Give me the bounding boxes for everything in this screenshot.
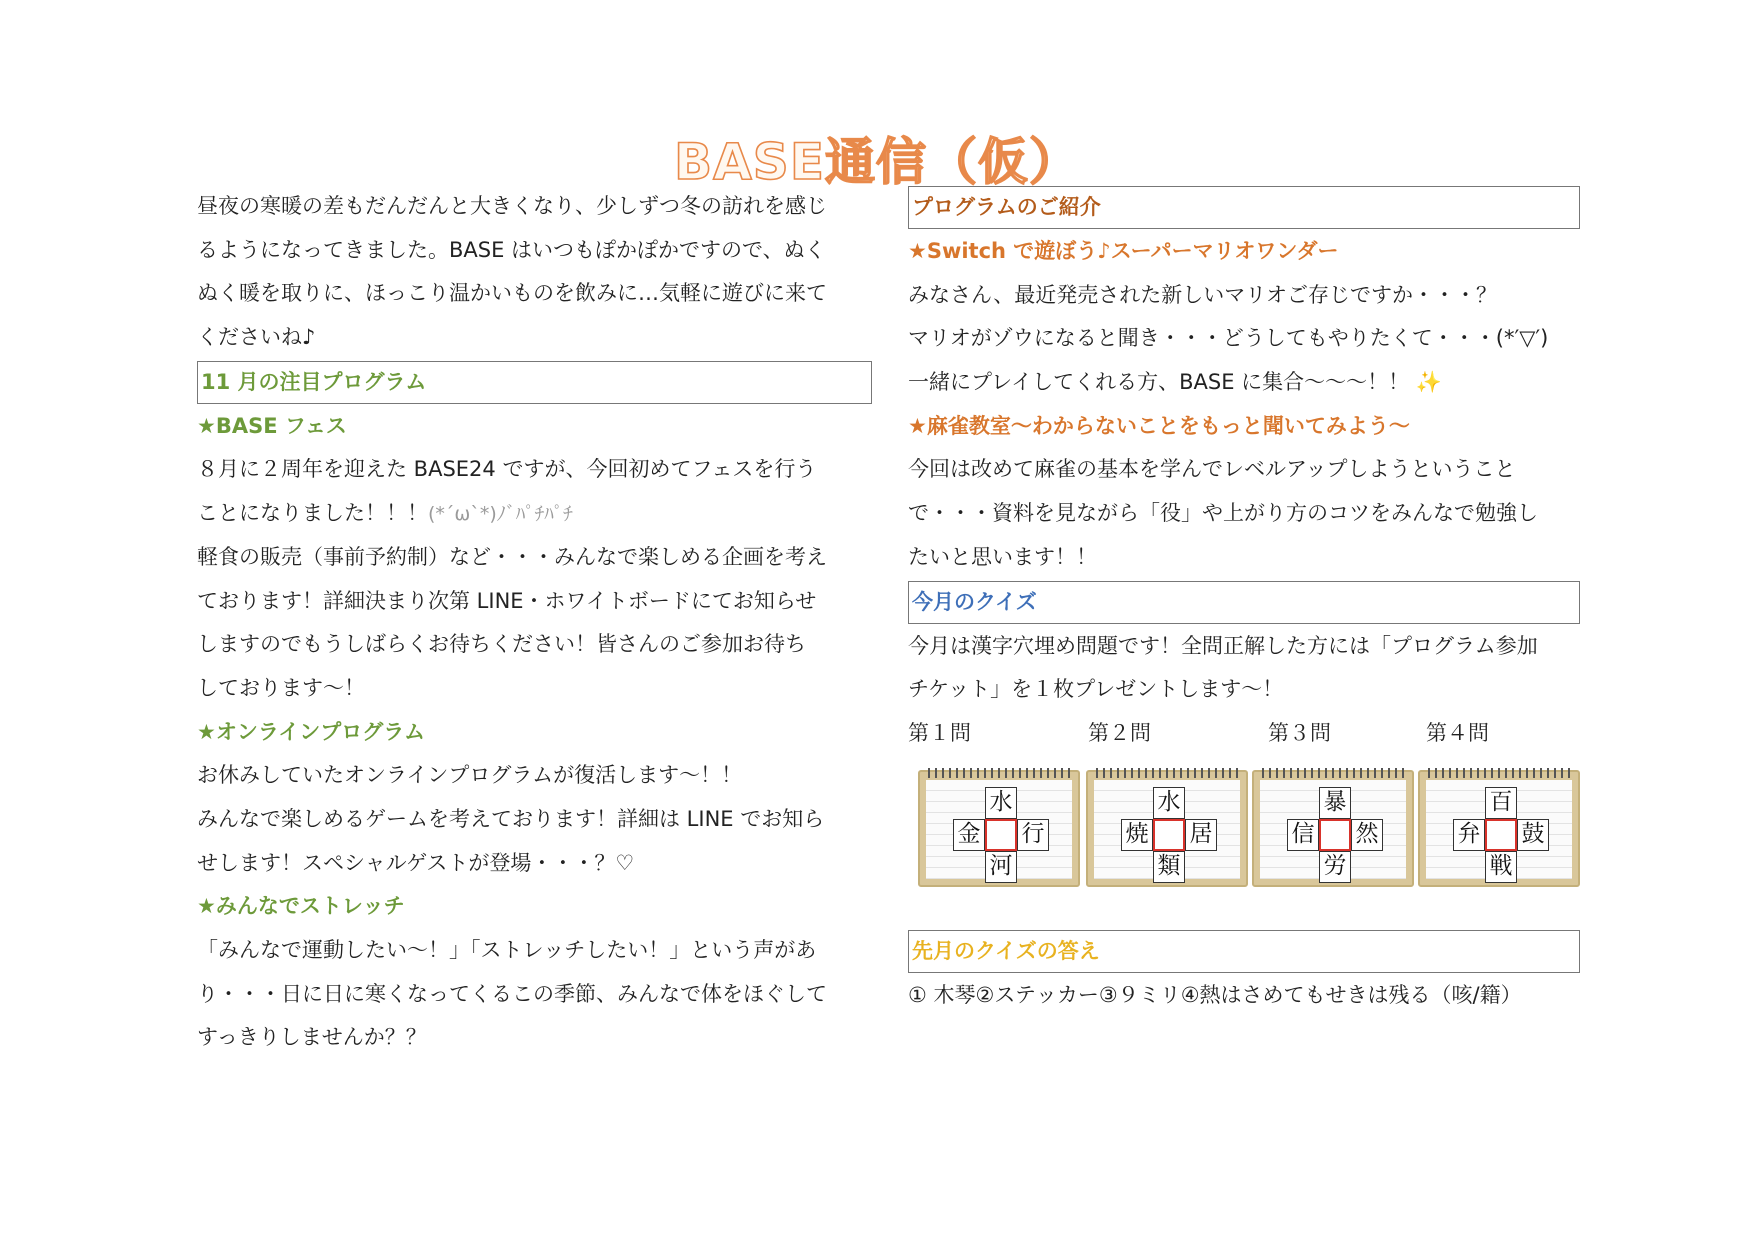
stretch-line: 「みんなで運動したい～！」「ストレッチしたい！」という声があ bbox=[197, 938, 817, 962]
section-title-programs: プログラムのご紹介 bbox=[908, 186, 1580, 229]
puzzle-cell-left: 金 bbox=[953, 819, 985, 851]
puzzle-cell-bottom: 河 bbox=[985, 851, 1017, 883]
right-column bbox=[908, 185, 1580, 1017]
left-column bbox=[197, 185, 872, 1060]
quiz-label-1: 第１問 bbox=[908, 720, 971, 745]
puzzle-cell-blank bbox=[1485, 819, 1517, 851]
notepad-puzzle-1 bbox=[918, 770, 1080, 887]
quiz-label-4: 第４問 bbox=[1426, 720, 1489, 745]
puzzle-cell-right: 鼓 bbox=[1517, 819, 1549, 851]
answers-text: ① 木琴②ステッカー③９ミリ④熱はさめてもせきは残る（咳/籍） bbox=[908, 982, 1522, 1007]
section-title-quiz: 今月のクイズ bbox=[908, 581, 1580, 624]
mahjong-line: で・・・資料を見ながら「役」や上がり方のコツをみんなで勉強し bbox=[908, 501, 1538, 526]
puzzle-cell-top: 百 bbox=[1485, 787, 1517, 819]
mario-line-text: 一緒にプレイしてくれる方、BASE に集合～～～！！ bbox=[908, 370, 1410, 395]
puzzle-cell-right: 然 bbox=[1351, 819, 1383, 851]
puzzle-cell-top: 暴 bbox=[1319, 787, 1351, 819]
sparkle-icon: ✨ bbox=[1415, 370, 1442, 395]
quiz-labels bbox=[908, 712, 1580, 756]
spiral-rings bbox=[928, 768, 1070, 778]
notepad-puzzle-2 bbox=[1086, 770, 1248, 887]
notepad-puzzle-4 bbox=[1418, 770, 1580, 887]
spiral-rings bbox=[1262, 768, 1404, 778]
spiral-rings bbox=[1428, 768, 1570, 778]
fes-line: しております～！ bbox=[197, 675, 365, 700]
fes-line: ８月に２周年を迎えた BASE24 ですが、今回初めてフェスを行う bbox=[197, 457, 817, 482]
page-title: BASE通信（仮） bbox=[674, 133, 1080, 191]
spiral-rings bbox=[1096, 768, 1238, 778]
quiz-label-3: 第３問 bbox=[1268, 720, 1331, 745]
fes-line: ております！詳細決まり次第 LINE・ホワイトボードにてお知らせ bbox=[197, 588, 817, 613]
puzzle-cell-bottom: 類 bbox=[1153, 851, 1185, 883]
intro-line: るようになってきました。BASE はいつもぽかぽかですので、ぬく bbox=[197, 237, 826, 262]
fes-line bbox=[197, 492, 872, 536]
puzzle-cell-blank bbox=[1319, 819, 1351, 851]
quiz-puzzles bbox=[908, 760, 1580, 895]
puzzle-cell-bottom: 戦 bbox=[1485, 851, 1517, 883]
puzzle-cell-left: 弁 bbox=[1453, 819, 1485, 851]
notepad-puzzle-3 bbox=[1252, 770, 1414, 887]
stretch-line: り・・・日に日に寒くなってくるこの季節、みんなで体をほぐして bbox=[197, 981, 827, 1006]
quiz-line: 今月は漢字穴埋め問題です！全問正解した方には「プログラム参加 bbox=[908, 633, 1538, 658]
section-title-answers: 先月のクイズの答え bbox=[908, 930, 1580, 973]
puzzle-cell-right: 行 bbox=[1017, 819, 1049, 851]
intro-line: くださいね♪ bbox=[197, 325, 316, 350]
fes-heading: ★BASE フェス bbox=[197, 413, 347, 438]
puzzle-cell-right: 居 bbox=[1185, 819, 1217, 851]
mahjong-line: たいと思います！！ bbox=[908, 544, 1097, 569]
puzzle-cell-blank bbox=[985, 819, 1017, 851]
puzzle-cell-top: 水 bbox=[985, 787, 1017, 819]
fes-emoticon: (*´ω`*)ﾉﾞﾊﾟﾁﾊﾟﾁ bbox=[428, 503, 573, 526]
section-title-november: 11 月の注目プログラム bbox=[197, 361, 872, 404]
online-heading: ★オンラインプログラム bbox=[197, 719, 425, 744]
quiz-label-2: 第２問 bbox=[1088, 720, 1151, 745]
intro-line: 昼夜の寒暖の差もだんだんと大きくなり、少しずつ冬の訪れを感じ bbox=[197, 194, 827, 218]
quiz-line: チケット」を１枚プレゼントします～！ bbox=[908, 677, 1284, 702]
online-line: みんなで楽しめるゲームを考えております！詳細は LINE でお知ら bbox=[197, 806, 825, 831]
intro-line: ぬく暖を取りに、ほっこり温かいものを飲みに…気軽に遊びに来て bbox=[197, 281, 827, 306]
mario-line: マリオがゾウになると聞き・・・どうしてもやりたくて・・・(*′▽′) bbox=[908, 326, 1549, 351]
fes-line-text: ことになりました！！！ bbox=[197, 501, 428, 526]
online-line: せします！スペシャルゲストが登場・・・？♡ bbox=[197, 850, 635, 875]
fes-line: しますのでもうしばらくお待ちください！皆さんのご参加お待ち bbox=[197, 632, 806, 657]
mario-line bbox=[908, 361, 1580, 405]
puzzle-cell-blank bbox=[1153, 819, 1185, 851]
mario-line: みなさん、最近発売された新しいマリオご存じですか・・・？ bbox=[908, 282, 1498, 307]
fes-line: 軽食の販売（事前予約制）など・・・みんなで楽しめる企画を考え bbox=[197, 544, 827, 569]
puzzle-cell-top: 水 bbox=[1153, 787, 1185, 819]
puzzle-cell-left: 信 bbox=[1287, 819, 1319, 851]
stretch-line: すっきりしませんか？？ bbox=[197, 1025, 427, 1050]
mahjong-line: 今回は改めて麻雀の基本を学んでレベルアップしようということ bbox=[908, 457, 1516, 482]
mahjong-heading: ★麻雀教室～わからないことをもっと聞いてみよう～ bbox=[908, 413, 1410, 438]
online-line: お休みしていたオンラインプログラムが復活します～！！ bbox=[197, 763, 743, 788]
mario-heading: ★Switch で遊ぼう♪スーパーマリオワンダー bbox=[908, 239, 1339, 263]
stretch-heading: ★みんなでストレッチ bbox=[197, 894, 405, 919]
puzzle-cell-left: 焼 bbox=[1121, 819, 1153, 851]
puzzle-cell-bottom: 労 bbox=[1319, 851, 1351, 883]
